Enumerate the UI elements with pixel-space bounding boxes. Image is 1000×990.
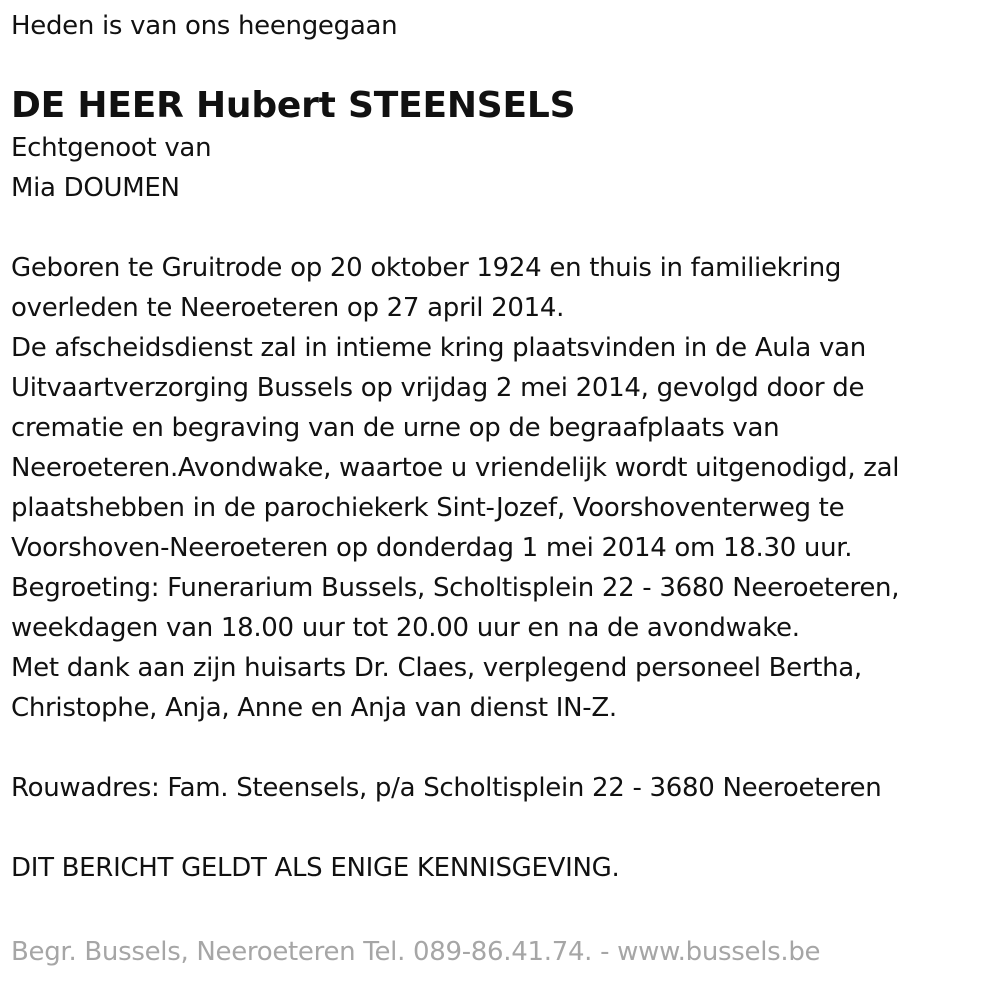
notice-body bbox=[11, 248, 991, 728]
body-line: Uitvaartverzorging Bussels op vrijdag 2 mei 2014, gevolgd door de bbox=[11, 373, 865, 403]
intro-text: Heden is van ons heengegaan bbox=[11, 11, 398, 41]
body-line: Met dank aan zijn huisarts Dr. Claes, verplegend personeel Bertha, bbox=[11, 653, 862, 683]
body-line: Begroeting: Funerarium Bussels, Scholtisplein 22 - 3680 Neeroeteren, bbox=[11, 573, 900, 603]
body-line: overleden te Neeroeteren op 27 april 2014. bbox=[11, 293, 565, 323]
spacer bbox=[11, 808, 991, 848]
closing-statement: DIT BERICHT GELDT ALS ENIGE KENNISGEVING. bbox=[11, 853, 620, 883]
body-line: crematie en begraving van de urne op de begraafplaats van bbox=[11, 413, 780, 443]
body-line: De afscheidsdienst zal in intieme kring plaatsvinden in de Aula van bbox=[11, 333, 866, 363]
spouse-line: Echtgenoot van bbox=[11, 133, 212, 163]
body-line: plaatshebben in de parochiekerk Sint-Jozef, Voorshoventerweg te bbox=[11, 493, 845, 523]
body-line: Christophe, Anja, Anne en Anja van dienst IN-Z. bbox=[11, 693, 617, 723]
body-line: Voorshoven-Neeroeteren op donderdag 1 mei 2014 om 18.30 uur. bbox=[11, 533, 853, 563]
deceased-name: DE HEER Hubert STEENSELS bbox=[11, 85, 576, 126]
body-line: Neeroeteren.Avondwake, waartoe u vriendelijk wordt uitgenodigd, zal bbox=[11, 453, 900, 483]
spouse-name: Mia DOUMEN bbox=[11, 173, 180, 203]
death-notice bbox=[11, 6, 991, 888]
body-line: weekdagen van 18.00 uur tot 20.00 uur en na de avondwake. bbox=[11, 613, 800, 643]
undertaker-footer: Begr. Bussels, Neeroeteren Tel. 089-86.41.74. - www.bussels.be bbox=[11, 937, 821, 967]
body-line: Geboren te Gruitrode op 20 oktober 1924 en thuis in familiekring bbox=[11, 253, 842, 283]
spacer bbox=[11, 728, 991, 768]
mourning-address: Rouwadres: Fam. Steensels, p/a Scholtisplein 22 - 3680 Neeroeteren bbox=[11, 773, 882, 803]
spacer bbox=[11, 208, 991, 248]
